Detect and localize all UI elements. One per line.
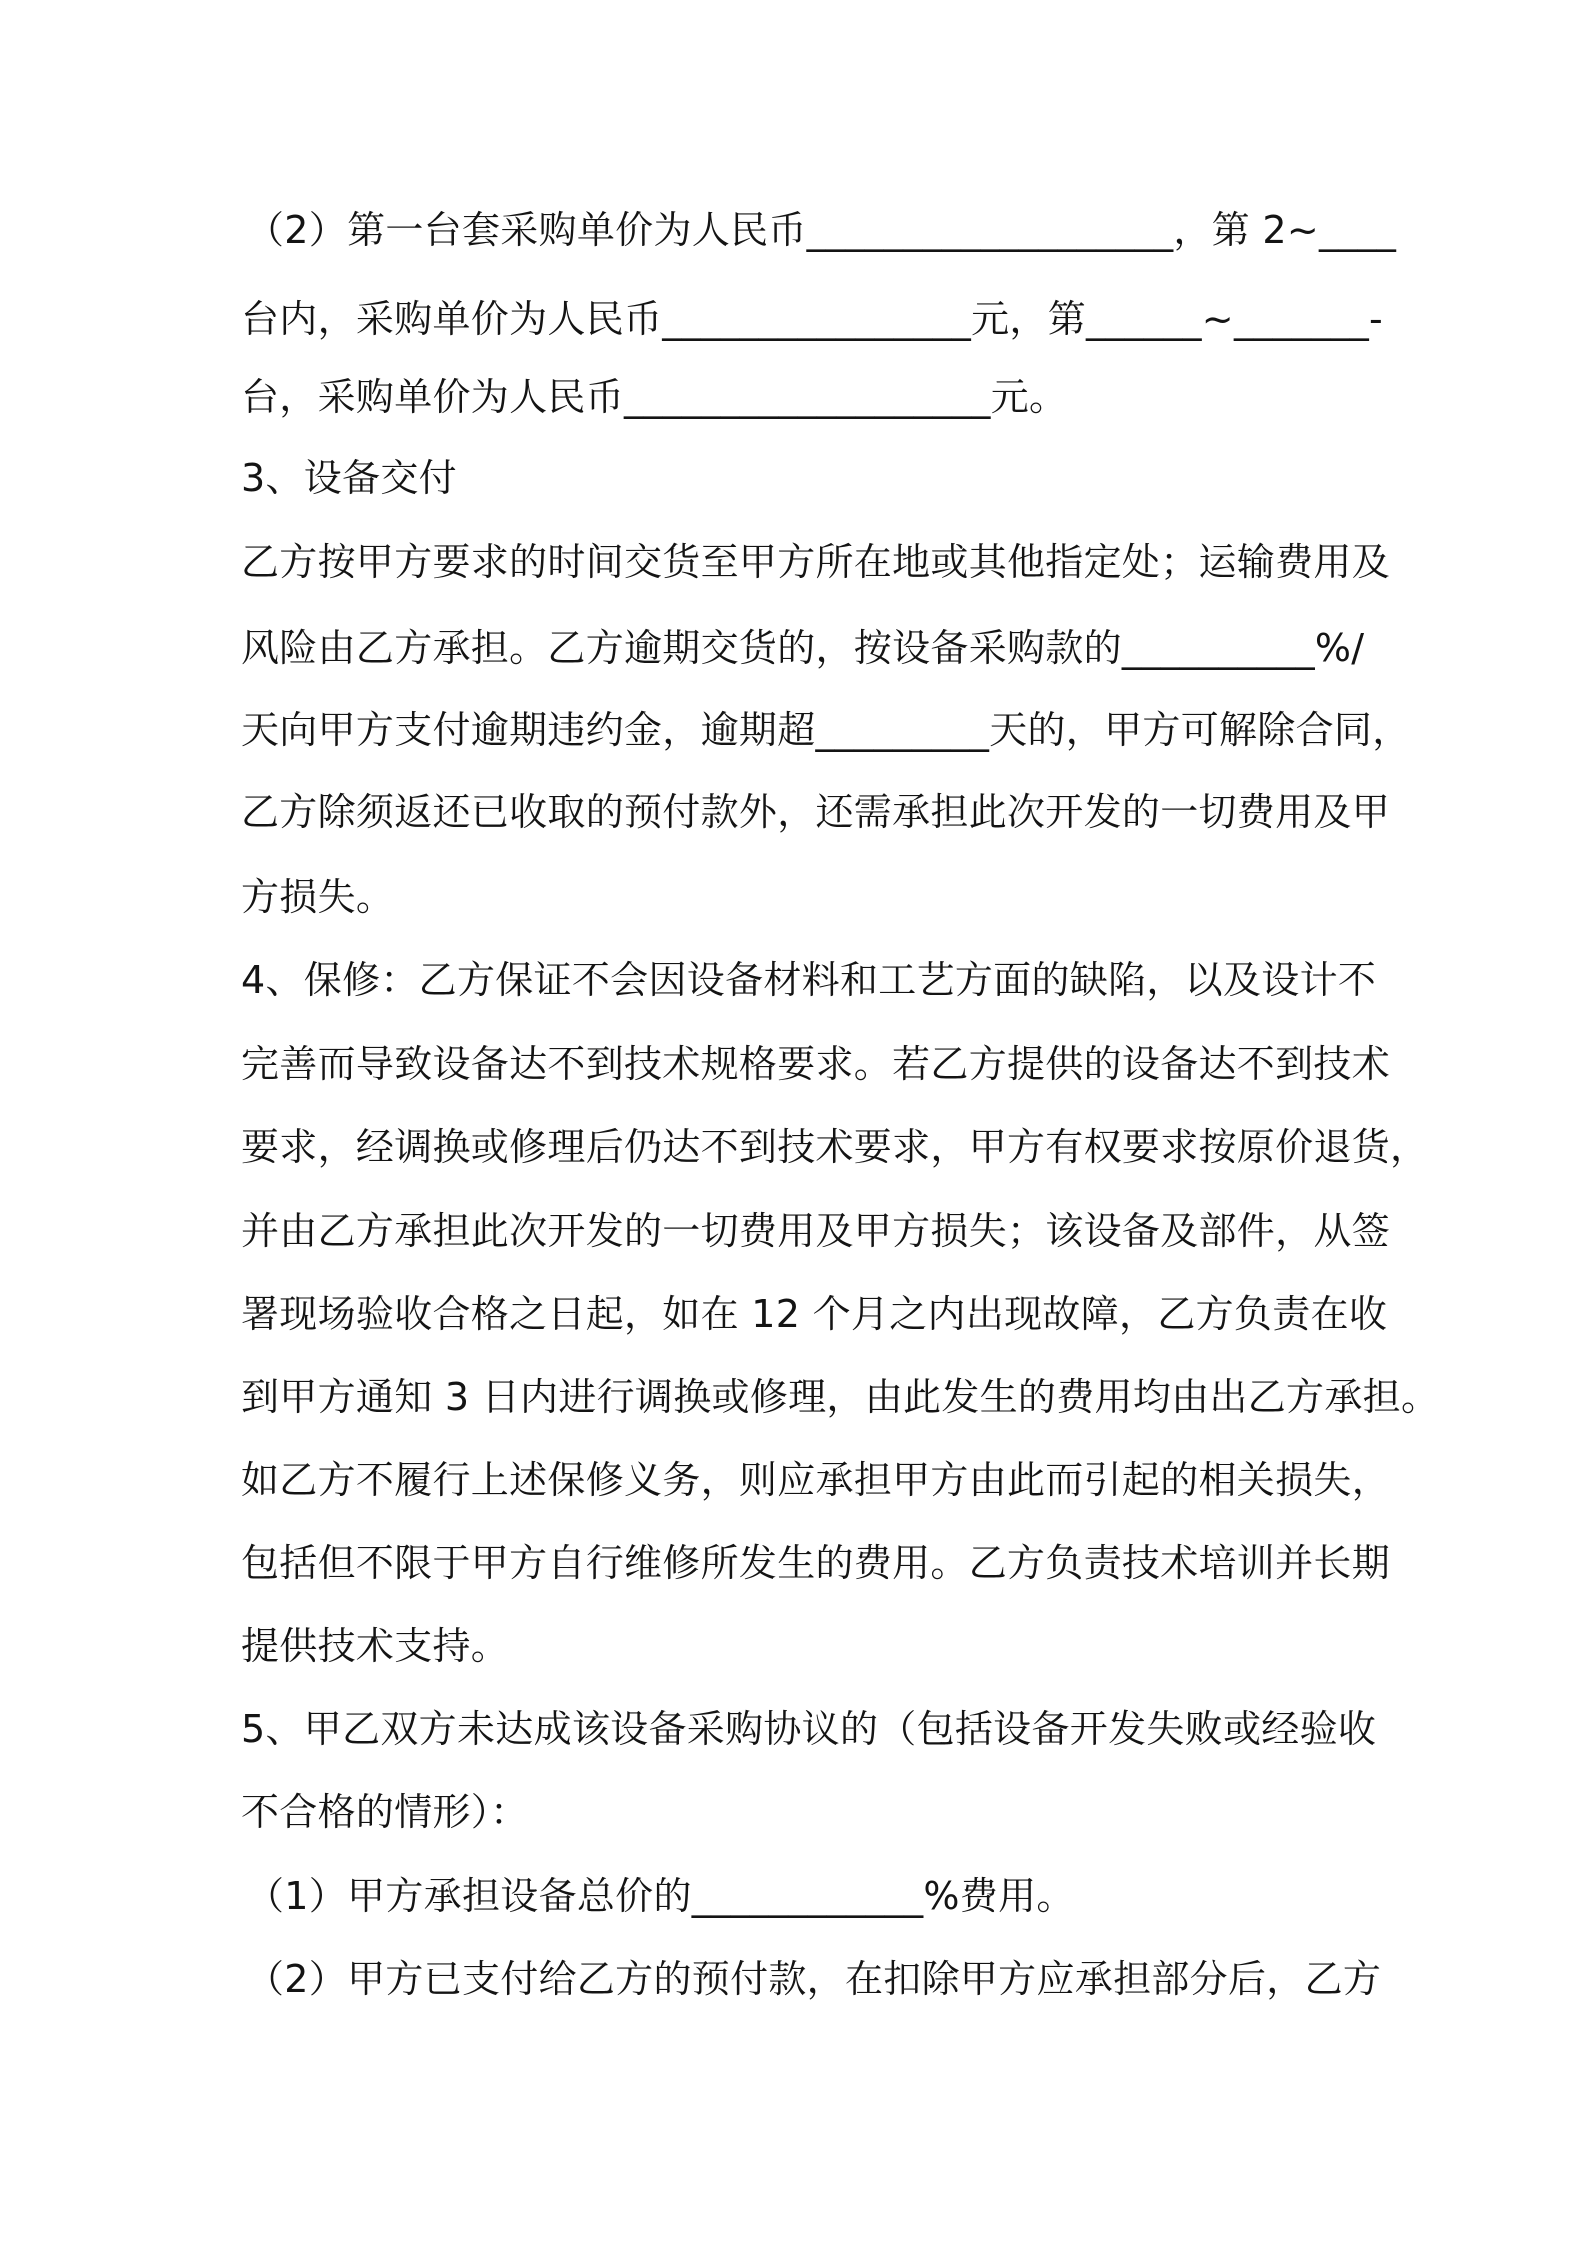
warranty-clause-line-7: 如乙方不履行上述保修义务，则应承担甲方由此而引起的相关损失，: [241, 1458, 1391, 1502]
warranty-clause-line-4: 并由乙方承担此次开发的一切费用及甲方损失；该设备及部件，从签: [241, 1209, 1391, 1253]
warranty-clause-line-8: 包括但不限于甲方自行维修所发生的费用。乙方负责技术培训并长期: [241, 1541, 1391, 1585]
unit-price-clause-line-1: （2）第一台套采购单价为人民币___________________，第 2~____: [246, 208, 1397, 252]
warranty-clause-line-6: 到甲方通知 3 日内进行调换或修理，由此发生的费用均由出乙方承担。: [241, 1375, 1440, 1419]
warranty-clause-line-9: 提供技术支持。: [241, 1624, 510, 1668]
warranty-clause-line-5: 署现场验收合格之日起，如在 12 个月之内出现故障，乙方负责在收: [241, 1292, 1388, 1336]
section-5-line-2: 不合格的情形）：: [241, 1790, 529, 1834]
unit-price-clause-line-2: 台内，采购单价为人民币________________元，第______~_______-: [241, 297, 1384, 341]
section-3-heading: 3、设备交付: [241, 456, 457, 500]
section-5-item-1: （1）甲方承担设备总价的____________%费用。: [246, 1874, 1075, 1918]
warranty-clause-line-2: 完善而导致设备达不到技术规格要求。若乙方提供的设备达不到技术: [241, 1042, 1391, 1086]
unit-price-clause-line-3: 台，采购单价为人民币___________________元。: [241, 375, 1068, 419]
delivery-clause-line-3: 天向甲方支付逾期违约金，逾期超_________天的，甲方可解除合同，: [241, 708, 1411, 752]
delivery-clause-line-1: 乙方按甲方要求的时间交货至甲方所在地或其他指定处；运输费用及: [241, 540, 1391, 584]
delivery-clause-line-2: 风险由乙方承担。乙方逾期交货的，按设备采购款的__________%/: [241, 626, 1365, 670]
section-5-item-2: （2）甲方已支付给乙方的预付款，在扣除甲方应承担部分后，乙方: [246, 1957, 1382, 2001]
delivery-clause-line-5: 方损失。: [241, 875, 395, 919]
warranty-clause-line-3: 要求，经调换或修理后仍达不到技术要求，甲方有权要求按原价退货，: [241, 1125, 1429, 1169]
warranty-clause-line-1: 4、保修：乙方保证不会因设备材料和工艺方面的缺陷，以及设计不: [241, 958, 1377, 1002]
delivery-clause-line-4: 乙方除须返还已收取的预付款外，还需承担此次开发的一切费用及甲: [241, 790, 1391, 834]
section-5-line-1: 5、甲乙双方未达成该设备采购协议的（包括设备开发失败或经验收: [241, 1707, 1377, 1751]
